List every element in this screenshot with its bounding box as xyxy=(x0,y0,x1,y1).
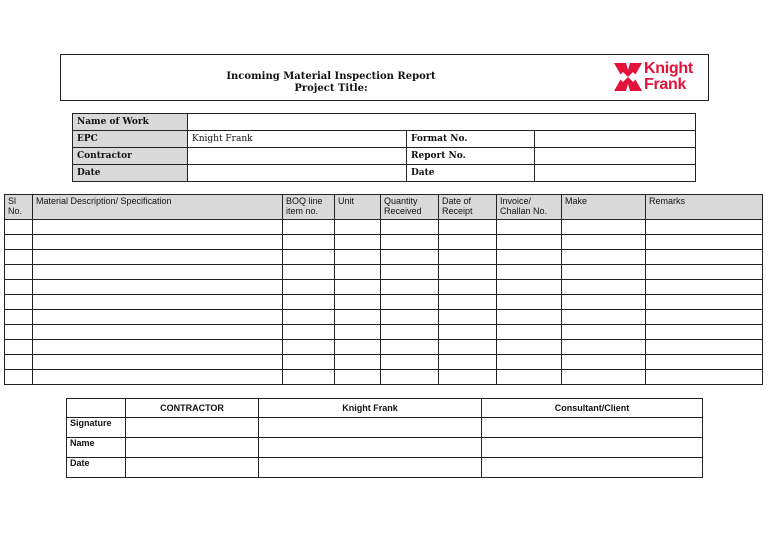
inspection-cell[interactable] xyxy=(562,325,646,340)
inspection-cell[interactable] xyxy=(335,265,381,280)
inspection-cell[interactable] xyxy=(283,325,335,340)
inspection-cell[interactable] xyxy=(562,220,646,235)
report-no-label: Report No. xyxy=(407,148,535,165)
knight-frank-signature-field[interactable] xyxy=(259,418,482,438)
inspection-header-row xyxy=(5,195,763,220)
inspection-cell[interactable] xyxy=(381,295,439,310)
inspection-cell[interactable] xyxy=(439,370,497,385)
inspection-cell[interactable] xyxy=(381,265,439,280)
inspection-cell[interactable] xyxy=(5,250,33,265)
inspection-cell[interactable] xyxy=(381,235,439,250)
inspection-cell[interactable] xyxy=(335,250,381,265)
inspection-cell[interactable] xyxy=(439,295,497,310)
inspection-row xyxy=(5,265,763,280)
inspection-cell[interactable] xyxy=(381,250,439,265)
inspection-cell[interactable] xyxy=(562,340,646,355)
sig-col-knight-frank: Knight Frank xyxy=(259,399,482,418)
signature-header-row xyxy=(67,399,703,418)
inspection-cell[interactable] xyxy=(283,310,335,325)
inspection-cell[interactable] xyxy=(283,370,335,385)
logo-text xyxy=(644,61,693,93)
inspection-row xyxy=(5,250,763,265)
inspection-cell[interactable] xyxy=(381,325,439,340)
inspection-cell[interactable] xyxy=(497,340,562,355)
inspection-cell[interactable] xyxy=(33,280,283,295)
inspection-cell[interactable] xyxy=(562,235,646,250)
col-date-of-receipt: Date of Receipt xyxy=(439,195,497,220)
name-of-work-label: Name of Work xyxy=(73,114,188,131)
name-of-work-field[interactable] xyxy=(188,114,696,131)
inspection-cell[interactable] xyxy=(497,370,562,385)
date2-field[interactable] xyxy=(535,165,696,182)
inspection-cell[interactable] xyxy=(5,310,33,325)
col-remarks: Remarks xyxy=(646,195,763,220)
report-title xyxy=(61,71,601,95)
inspection-cell[interactable] xyxy=(646,340,763,355)
consultant-signature-field[interactable] xyxy=(482,418,703,438)
contractor-date-field[interactable] xyxy=(126,458,259,478)
sig-col-contractor: CONTRACTOR xyxy=(126,399,259,418)
inspection-row xyxy=(5,220,763,235)
inspection-cell[interactable] xyxy=(646,235,763,250)
col-material-description: Material Description/ Specification xyxy=(33,195,283,220)
inspection-cell[interactable] xyxy=(283,280,335,295)
inspection-cell[interactable] xyxy=(562,280,646,295)
inspection-cell[interactable] xyxy=(439,280,497,295)
inspection-cell[interactable] xyxy=(335,235,381,250)
inspection-row xyxy=(5,295,763,310)
inspection-cell[interactable] xyxy=(33,325,283,340)
inspection-cell[interactable] xyxy=(5,280,33,295)
inspection-cell[interactable] xyxy=(335,295,381,310)
inspection-cell[interactable] xyxy=(439,310,497,325)
inspection-cell[interactable] xyxy=(381,370,439,385)
sig-date-label: Date xyxy=(67,458,126,478)
inspection-cell[interactable] xyxy=(335,280,381,295)
inspection-cell[interactable] xyxy=(439,235,497,250)
report-title-line1: Incoming Material Inspection Report xyxy=(226,71,436,82)
col-sl-no: Sl No. xyxy=(5,195,33,220)
knight-frank-name-field[interactable] xyxy=(259,438,482,458)
inspection-cell[interactable] xyxy=(335,355,381,370)
inspection-cell[interactable] xyxy=(283,340,335,355)
name-of-work-row xyxy=(73,114,696,131)
inspection-cell[interactable] xyxy=(562,265,646,280)
knight-frank-logo xyxy=(614,61,702,95)
col-quantity-received: Quantity Received xyxy=(381,195,439,220)
inspection-cell[interactable] xyxy=(283,250,335,265)
consultant-date-field[interactable] xyxy=(482,458,703,478)
inspection-cell[interactable] xyxy=(5,355,33,370)
inspection-table xyxy=(4,194,763,385)
inspection-cell[interactable] xyxy=(497,265,562,280)
epc-row xyxy=(73,131,696,148)
project-title-label: Project Title: xyxy=(294,83,368,94)
knight-frank-date-field[interactable] xyxy=(259,458,482,478)
date-row xyxy=(73,165,696,182)
contractor-label: Contractor xyxy=(73,148,188,165)
inspection-cell[interactable] xyxy=(283,295,335,310)
col-make: Make xyxy=(562,195,646,220)
epc-label: EPC xyxy=(73,131,188,148)
inspection-cell[interactable] xyxy=(646,310,763,325)
inspection-row xyxy=(5,310,763,325)
sig-date-row xyxy=(67,458,703,478)
inspection-cell[interactable] xyxy=(283,355,335,370)
inspection-cell[interactable] xyxy=(497,220,562,235)
inspection-row xyxy=(5,235,763,250)
inspection-cell[interactable] xyxy=(5,370,33,385)
inspection-cell[interactable] xyxy=(335,325,381,340)
inspection-cell[interactable] xyxy=(646,355,763,370)
inspection-cell[interactable] xyxy=(5,265,33,280)
contractor-field[interactable] xyxy=(188,148,407,165)
inspection-cell[interactable] xyxy=(439,250,497,265)
format-no-label: Format No. xyxy=(407,131,535,148)
inspection-cell[interactable] xyxy=(335,310,381,325)
inspection-cell[interactable] xyxy=(33,235,283,250)
inspection-cell[interactable] xyxy=(381,220,439,235)
inspection-cell[interactable] xyxy=(646,250,763,265)
inspection-row xyxy=(5,340,763,355)
inspection-cell[interactable] xyxy=(497,355,562,370)
report-no-field[interactable] xyxy=(535,148,696,165)
contractor-signature-field[interactable] xyxy=(126,418,259,438)
inspection-cell[interactable] xyxy=(5,340,33,355)
inspection-cell[interactable] xyxy=(335,340,381,355)
logo-text-frank: Frank xyxy=(644,76,687,93)
inspection-cell[interactable] xyxy=(439,220,497,235)
date2-label: Date xyxy=(407,165,535,182)
inspection-row xyxy=(5,325,763,340)
inspection-cell[interactable] xyxy=(497,280,562,295)
inspection-cell[interactable] xyxy=(33,310,283,325)
inspection-cell[interactable] xyxy=(381,355,439,370)
date-field[interactable] xyxy=(188,165,407,182)
signature-row xyxy=(67,418,703,438)
inspection-cell[interactable] xyxy=(646,265,763,280)
inspection-cell[interactable] xyxy=(562,250,646,265)
inspection-cell[interactable] xyxy=(562,355,646,370)
inspection-row xyxy=(5,355,763,370)
inspection-cell[interactable] xyxy=(283,265,335,280)
inspection-cell[interactable] xyxy=(646,295,763,310)
inspection-cell[interactable] xyxy=(283,235,335,250)
inspection-cell[interactable] xyxy=(497,310,562,325)
epc-value[interactable]: Knight Frank xyxy=(188,131,407,148)
inspection-cell[interactable] xyxy=(381,310,439,325)
inspection-cell[interactable] xyxy=(33,265,283,280)
inspection-cell[interactable] xyxy=(562,310,646,325)
inspection-cell[interactable] xyxy=(439,265,497,280)
inspection-cell[interactable] xyxy=(5,235,33,250)
col-boq-line-item: BOQ line item no. xyxy=(283,195,335,220)
inspection-cell[interactable] xyxy=(5,325,33,340)
inspection-cell[interactable] xyxy=(33,295,283,310)
name-row xyxy=(67,438,703,458)
inspection-row xyxy=(5,370,763,385)
logo-text-knight: Knight xyxy=(644,60,693,77)
inspection-cell[interactable] xyxy=(497,235,562,250)
inspection-cell[interactable] xyxy=(562,295,646,310)
inspection-cell[interactable] xyxy=(335,370,381,385)
inspection-cell[interactable] xyxy=(33,340,283,355)
col-unit: Unit xyxy=(335,195,381,220)
inspection-cell[interactable] xyxy=(33,220,283,235)
col-invoice-challan: Invoice/ Challan No. xyxy=(497,195,562,220)
inspection-cell[interactable] xyxy=(562,370,646,385)
inspection-cell[interactable] xyxy=(5,220,33,235)
sig-col-consultant-client: Consultant/Client xyxy=(482,399,703,418)
inspection-cell[interactable] xyxy=(497,250,562,265)
inspection-cell[interactable] xyxy=(283,220,335,235)
signature-label: Signature xyxy=(67,418,126,438)
inspection-cell[interactable] xyxy=(439,325,497,340)
report-header xyxy=(60,54,709,101)
inspection-cell[interactable] xyxy=(439,340,497,355)
logo-mark-icon xyxy=(614,63,642,91)
inspection-cell[interactable] xyxy=(33,355,283,370)
inspection-cell[interactable] xyxy=(646,220,763,235)
inspection-cell[interactable] xyxy=(646,325,763,340)
inspection-table-body xyxy=(5,220,763,385)
inspection-cell[interactable] xyxy=(646,370,763,385)
inspection-cell[interactable] xyxy=(497,295,562,310)
name-label: Name xyxy=(67,438,126,458)
sig-corner-cell xyxy=(67,399,126,418)
inspection-cell[interactable] xyxy=(335,220,381,235)
date-label: Date xyxy=(73,165,188,182)
inspection-cell[interactable] xyxy=(381,280,439,295)
signature-table xyxy=(66,398,703,478)
inspection-cell[interactable] xyxy=(497,325,562,340)
contractor-row xyxy=(73,148,696,165)
contractor-name-field[interactable] xyxy=(126,438,259,458)
inspection-row xyxy=(5,280,763,295)
project-info-table xyxy=(72,113,696,182)
inspection-cell[interactable] xyxy=(646,280,763,295)
inspection-cell[interactable] xyxy=(381,340,439,355)
inspection-cell[interactable] xyxy=(5,295,33,310)
format-no-field[interactable] xyxy=(535,131,696,148)
consultant-name-field[interactable] xyxy=(482,438,703,458)
inspection-cell[interactable] xyxy=(439,355,497,370)
inspection-cell[interactable] xyxy=(33,250,283,265)
inspection-cell[interactable] xyxy=(33,370,283,385)
